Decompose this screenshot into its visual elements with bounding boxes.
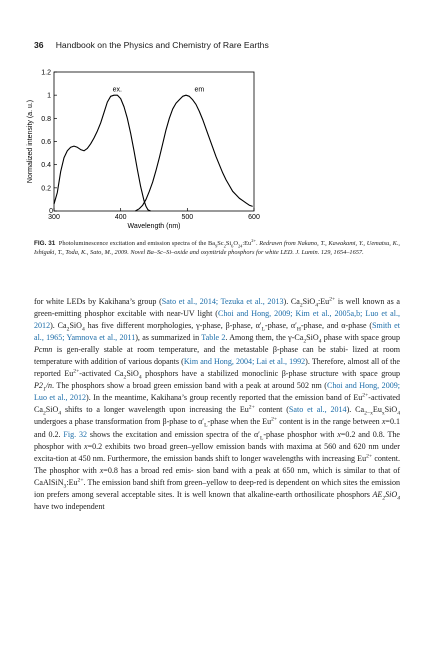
figure-label: FIG. 31: [34, 240, 56, 247]
y-axis-label: Normalized intensity (a. u.): [27, 99, 34, 184]
figure-link[interactable]: Fig. 32: [63, 429, 88, 439]
x-tick-label: 600: [248, 214, 260, 221]
x-tick-label: 500: [181, 214, 194, 221]
series-annotation: em: [194, 86, 205, 94]
running-header: [34, 40, 269, 50]
paragraph: for white LEDs by Kakihana’s group (Sato et al., 2014; Tezuka et al., 2013). $Ca_2SiO_4:Eu^{2+}$ is well known as a green-emitting phosphor excitable with near-UV light (Choi and Hong, 2009; Kim et al., 2005a,b; Luo et al., 2012). $Ca_2SiO_4$ has five different morphologies, γ-phase, β-phase, $\alpha'_L$-phase, $\alpha'_H$-phase, and α-phase (Smith et al., 1965; Yamnova et al., 2011), as summarized in Table 2. Among them, the $\gamma-Ca_2SiO_4$ phase with space group Pcmn is gen-erally stable at room temperature, and the metastable β-phase can be stabi- lized at room temperature with addition of various dopants (Kim and Hong, 2004; Lai et al., 1992). Therefore, almost all of the reported $Eu^{2+}$-activated $Ca_2SiO_4$ phosphors have a stabilized monoclinic β-phase structure with space group $P2_1/n$. The phosphors show a broad green emission band with a peak at around 502 nm (Choi and Hong, 2009; Luo et al., 2012). In the meantime, Kakihana’s group recently reported that the emission band of $Eu^{2+}$-activated $Ca_2SiO_4$ shifts to a longer wavelength upon increasing the $Eu^{2+}$ content (Sato et al., 2014). $Ca_{2-x}Eu_xSiO_4$ undergoes a phase transformation from β-phase to $\alpha'_L$-phase when the $Eu^{2+}$ content is in the range between x=0.1 and 0.2. Fig. 32 shows the excitation and emission spectra of the $\alpha'_L$-phase phosphor with x=0.2 and 0.8. The phosphor with x=0.2 exhibits two broad green–yellow emission bands with maxima at 560 and 620 nm under excita-tion at 450 nm. Furthermore, the emission bands shift to longer wavelengths with increasing $Eu^{2+}$ content. The phosphor with x=0.8 has a broad red emis- sion band with a peak at 650 nm, which is similar to that of $CaAlSiN_3:Eu^{2+}$. The emission band shift from green–yellow to deep-red is dependent on which sites the emission ion prefers among several acceptable sites. It is well known that alkaline-earth orthosilicate phosphors $AE_2SiO_4$ have two independent: [34, 296, 401, 511]
series-line-excitation: [54, 95, 151, 211]
figure-caption: FIG. 31 Photoluminescence excitation and emission spectra of the $Ba_9Sc_2Si_6O_{24}:Eu^{2+}$. Redrawn from Nakano, T., Kawakami, Y., Uematsu, K., Ishigaki, T., Toda, K., Sato, M., 2009. Novel Ba–Sc–Si–oxide and oxynitride phosphors for white LED. J. Lumin. 129, 1654–1657.: [34, 237, 401, 257]
citation-link[interactable]: Sato et al., 2014: [288, 405, 347, 415]
caption-source: Redrawn from Nakano, T., Kawakami, Y., Uematsu, K., Ishigaki, T., Toda, K., Sato, M., 2009. Novel Ba–Sc–Si–oxide and oxynitride phosphors for white LED. J. Lumin. 129, 1654–1657.: [34, 240, 401, 257]
page-number: 36: [34, 40, 44, 50]
y-tick-label: 0.2: [41, 185, 51, 193]
citation-link[interactable]: Choi and Hong, 2009; Luo et al., 2012: [34, 381, 400, 403]
citation-link[interactable]: Smith et al., 1965; Yamnova et al., 2011: [34, 321, 400, 343]
x-axis-label: Wavelength (nm): [127, 223, 181, 230]
y-tick-label: 1.2: [41, 69, 51, 77]
series-annotation: ex.: [112, 86, 123, 94]
table-link[interactable]: Table 2: [201, 333, 226, 343]
x-tick-label: 300: [48, 214, 60, 221]
y-tick-label: 0.6: [41, 139, 51, 146]
y-tick-label: 0.8: [41, 115, 51, 123]
body-text: [34, 296, 400, 513]
plot-frame: [54, 72, 254, 211]
running-title: Handbook on the Physics and Chemistry of Rare Earths: [55, 40, 269, 50]
x-tick-label: 400: [114, 214, 127, 221]
citation-link[interactable]: Kim and Hong, 2004; Lai et al., 1992: [183, 357, 306, 367]
citation-link[interactable]: Choi and Hong, 2009; Kim et al., 2005a,b; Luo et al., 2012: [34, 309, 401, 331]
y-tick-label: 0.4: [41, 162, 51, 170]
y-tick-label: 0: [49, 208, 53, 215]
series-line-emission: [135, 95, 252, 211]
spectra-figure: [20, 64, 340, 236]
citation-link[interactable]: Sato et al., 2014; Tezuka et al., 2013: [161, 297, 284, 306]
y-tick-label: 1: [47, 92, 51, 100]
